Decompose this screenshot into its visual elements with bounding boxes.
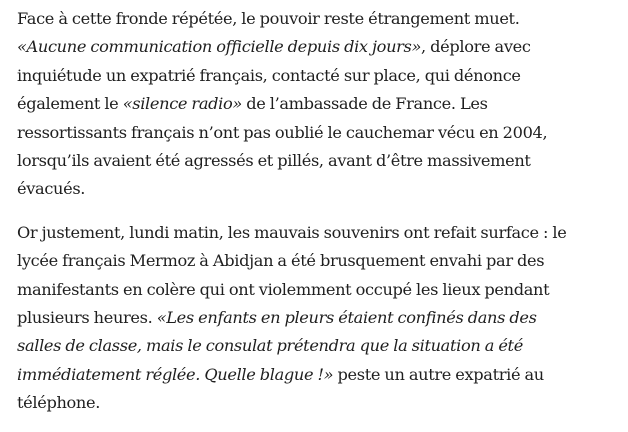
quote-italic: salles de classe, mais le consulat prétendra que la situation a été: [17, 336, 523, 356]
text-line: [17, 123, 547, 142]
text-line: [17, 37, 531, 56]
quote-italic: «silence radio»: [122, 94, 242, 114]
quote-italic: immédiatement réglée. Quelle blague !»: [17, 364, 334, 384]
text-segment: également le: [17, 94, 123, 114]
text-segment: lorsqu’ils avaient été agressés et pillés, avant d’être massivement: [17, 151, 531, 171]
text-line: [17, 151, 531, 170]
article-body: [17, 5, 625, 418]
text-line: [17, 9, 520, 28]
paragraph-1: [17, 5, 625, 204]
text-line: [17, 308, 537, 327]
text-segment: lycée français Mermoz à Abidjan a été brusquement envahi par des: [17, 251, 545, 271]
text-line: [17, 251, 544, 270]
text-line: [17, 393, 100, 412]
text-segment: téléphone.: [17, 393, 101, 413]
text-segment: évacués.: [17, 179, 86, 199]
text-line: [17, 223, 566, 242]
text-line: [17, 365, 544, 384]
text-line: [17, 94, 488, 113]
text-segment: Or justement, lundi matin, les mauvais souvenirs ont refait surface : le: [17, 222, 567, 242]
quote-italic: «Les enfants en pleurs étaient confinés dans des: [156, 308, 537, 328]
text-segment: ressortissants français n’ont pas oublié le cauchemar vécu en 2004,: [17, 122, 548, 142]
text-segment: plusieurs heures.: [17, 308, 157, 328]
text-segment: Face à cette fronde répétée, le pouvoir reste étrangement muet.: [17, 9, 520, 28]
text-segment: de l’ambassade de France. Les: [241, 94, 488, 114]
text-segment: inquiétude un expatrié français, contacté sur place, qui dénonce: [17, 65, 521, 85]
paragraph-2: [17, 219, 625, 418]
text-line: [17, 336, 523, 355]
text-segment: peste un autre expatrié au: [333, 364, 544, 384]
quote-italic: «Aucune communication officielle depuis dix jours»: [17, 37, 422, 57]
text-line: [17, 179, 85, 198]
text-segment: manifestants en colère qui ont violemment occupé les lieux pendant: [17, 279, 550, 299]
text-line: [17, 280, 549, 299]
text-line: [17, 66, 521, 85]
text-segment: , déplore avec: [421, 37, 531, 57]
